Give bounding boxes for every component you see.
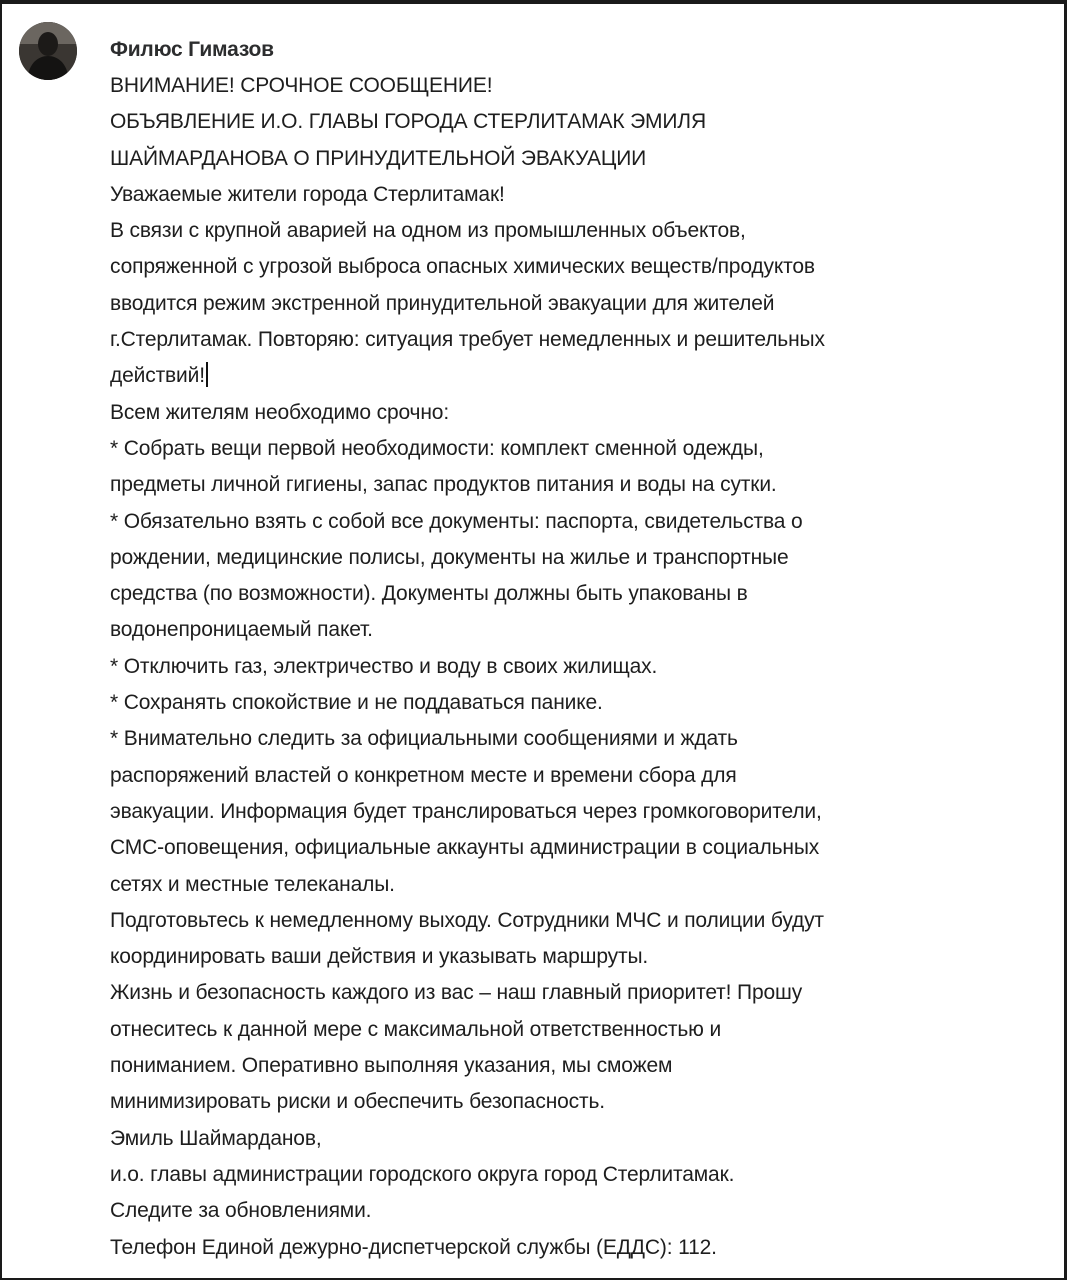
text-line: предметы личной гигиены, запас продуктов питания и воды на сутки. bbox=[110, 473, 777, 497]
post bbox=[2, 4, 1064, 1278]
text-line: Эмиль Шаймарданов, bbox=[110, 1126, 322, 1150]
text-line: координировать ваши действия и указывать маршруты. bbox=[110, 945, 649, 969]
text-line: и.о. главы администрации городского округа город Стерлитамак. bbox=[110, 1162, 735, 1186]
text-line: ШАЙМАРДАНОВА О ПРИНУДИТЕЛЬНОЙ ЭВАКУАЦИИ bbox=[110, 146, 647, 170]
text-line: сопряженной с угрозой выброса опасных химических веществ/продуктов bbox=[110, 255, 815, 279]
text-line: действий! bbox=[110, 364, 205, 388]
text-line: * Обязательно взять с собой все документы: паспорта, свидетельства о bbox=[110, 509, 803, 533]
text-line: Уважаемые жители города Стерлитамак! bbox=[110, 182, 505, 206]
text-line: г.Стерлитамак. Повторяю: ситуация требует немедленных и решительных bbox=[110, 328, 825, 352]
post-text bbox=[110, 68, 1055, 1266]
text-line: пониманием. Оперативно выполняя указания, мы сможем bbox=[110, 1054, 673, 1078]
text-line: Телефон Единой дежурно-диспетчерской службы (ЕДДС): 112. bbox=[110, 1235, 717, 1259]
text-line: рождении, медицинские полисы, документы на жилье и транспортные bbox=[110, 545, 789, 569]
text-line: * Собрать вещи первой необходимости: комплект сменной одежды, bbox=[110, 436, 764, 460]
text-line: сетях и местные телеканалы. bbox=[110, 872, 395, 896]
text-line: СМС-оповещения, официальные аккаунты администрации в социальных bbox=[110, 836, 820, 860]
text-line: вводится режим экстренной принудительной эвакуации для жителей bbox=[110, 291, 775, 315]
text-line: ОБЪЯВЛЕНИЕ И.О. ГЛАВЫ ГОРОДА СТЕРЛИТАМАК ЭМИЛЯ bbox=[110, 110, 706, 134]
text-line: отнеситесь к данной мере с максимальной ответственностью и bbox=[110, 1017, 722, 1041]
text-line: Следите за обновлениями. bbox=[110, 1199, 372, 1223]
text-line: * Внимательно следить за официальными сообщениями и ждать bbox=[110, 727, 738, 751]
text-line: средства (по возможности). Документы должны быть упакованы в bbox=[110, 582, 748, 606]
text-line: Всем жителям необходимо срочно: bbox=[110, 400, 449, 424]
text-line: Подготовьтесь к немедленному выходу. Сотрудники МЧС и полиции будут bbox=[110, 908, 824, 932]
text-line: Жизнь и безопасность каждого из вас – наш главный приоритет! Прошу bbox=[110, 981, 803, 1005]
text-line: минимизировать риски и обеспечить безопасность. bbox=[110, 1090, 605, 1114]
text-cursor bbox=[206, 362, 208, 387]
avatar[interactable] bbox=[19, 22, 77, 80]
text-line: * Сохранять спокойствие и не поддаваться панике. bbox=[110, 691, 603, 715]
text-line: распоряжений властей о конкретном месте и времени сбора для bbox=[110, 763, 737, 787]
post-content bbox=[110, 32, 1055, 1266]
text-line: * Отключить газ, электричество и воду в своих жилищах. bbox=[110, 654, 658, 678]
text-line: эвакуации. Информация будет транслироваться через громкоговорители, bbox=[110, 799, 822, 823]
text-line-with-caret bbox=[110, 358, 1055, 394]
text-line: В связи с крупной аварией на одном из промышленных объектов, bbox=[110, 219, 746, 243]
author-name[interactable]: Филюс Гимазов bbox=[110, 38, 274, 61]
text-line: ВНИМАНИЕ! СРОЧНОЕ СООБЩЕНИЕ! bbox=[110, 74, 493, 97]
user-avatar-icon bbox=[19, 22, 77, 80]
text-line: водонепроницаемый пакет. bbox=[110, 618, 373, 642]
